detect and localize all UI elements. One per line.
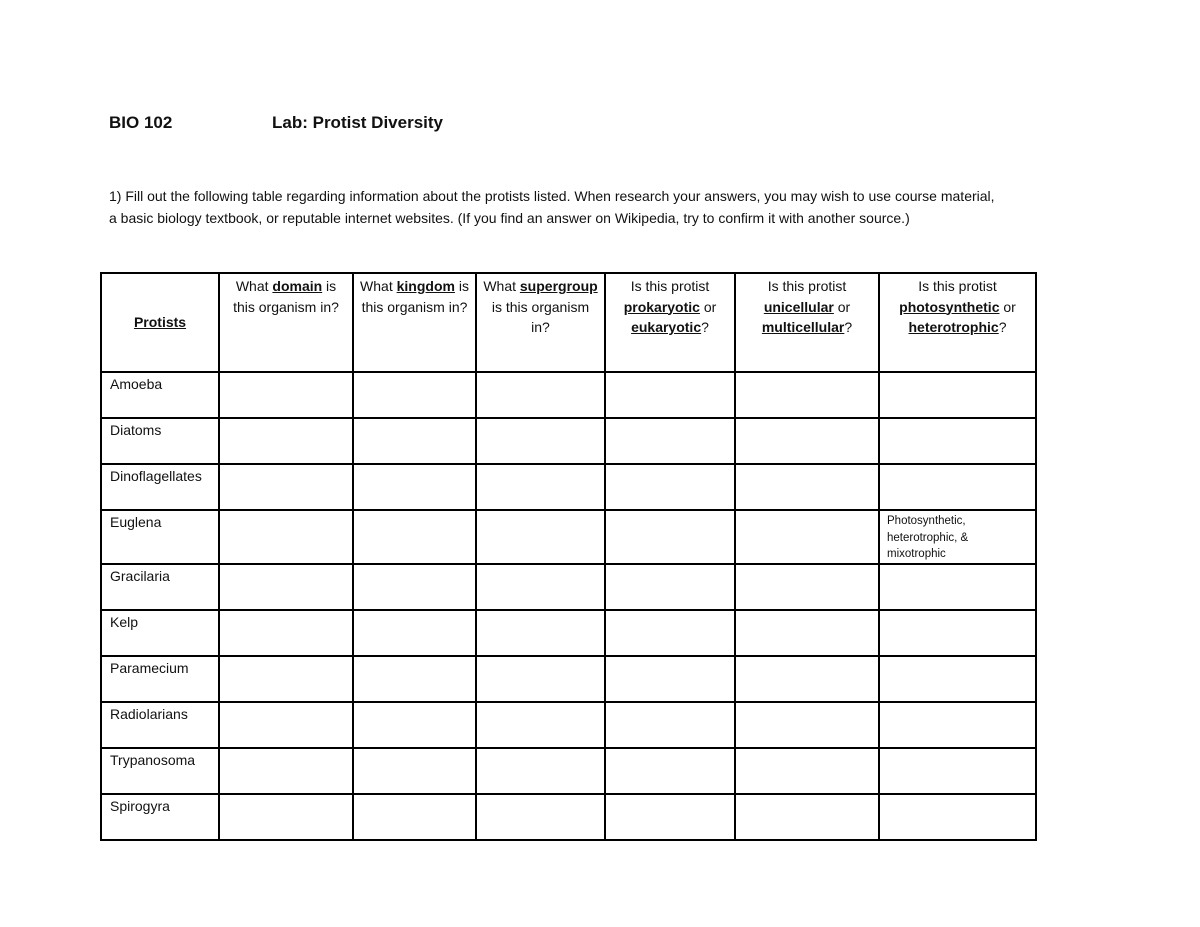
header-keyword: photosynthetic	[899, 298, 1000, 315]
supergroup-cell[interactable]	[476, 702, 605, 748]
nutrition-cell[interactable]	[879, 610, 1036, 656]
cell-type-cell[interactable]	[605, 794, 735, 840]
cellularity-cell[interactable]	[735, 702, 879, 748]
kingdom-cell[interactable]	[353, 748, 476, 794]
nutrition-cell[interactable]	[879, 702, 1036, 748]
kingdom-cell[interactable]	[353, 564, 476, 610]
header-keyword: supergroup	[519, 278, 598, 294]
cell-type-cell[interactable]	[605, 702, 735, 748]
kingdom-cell[interactable]	[353, 702, 476, 748]
protist-name: Diatoms	[101, 418, 219, 464]
nutrition-note-line: Photosynthetic,	[887, 515, 966, 527]
header-text: What	[360, 278, 397, 294]
table-row	[101, 372, 1036, 418]
supergroup-cell[interactable]	[476, 510, 605, 564]
header-text: or	[999, 298, 1016, 315]
nutrition-cell[interactable]	[879, 418, 1036, 464]
header-text: What	[483, 278, 520, 294]
domain-cell[interactable]	[219, 610, 353, 656]
header-keyword: kingdom	[396, 278, 455, 294]
table-row	[101, 418, 1036, 464]
table-row	[101, 702, 1036, 748]
header-supergroup	[476, 273, 605, 372]
cellularity-cell[interactable]	[735, 372, 879, 418]
cell-type-cell[interactable]	[605, 564, 735, 610]
header-keyword: heterotrophic	[908, 319, 999, 335]
header-keyword: unicellular	[763, 298, 834, 315]
protist-name: Kelp	[101, 610, 219, 656]
cellularity-cell[interactable]	[735, 418, 879, 464]
table-header-row	[101, 273, 1036, 372]
domain-cell[interactable]	[219, 510, 353, 564]
header-protists-label: Protists	[133, 314, 187, 331]
nutrition-cell[interactable]	[879, 372, 1036, 418]
header-domain	[219, 273, 353, 372]
protist-name: Gracilaria	[101, 564, 219, 610]
kingdom-cell[interactable]	[353, 464, 476, 510]
domain-cell[interactable]	[219, 794, 353, 840]
cell-type-cell[interactable]	[605, 464, 735, 510]
header-text: Is this protist	[630, 278, 710, 294]
protist-name: Euglena	[101, 510, 219, 564]
header-keyword: eukaryotic	[631, 319, 702, 335]
supergroup-cell[interactable]	[476, 794, 605, 840]
supergroup-cell[interactable]	[476, 464, 605, 510]
domain-cell[interactable]	[219, 564, 353, 610]
cellularity-cell[interactable]	[735, 510, 879, 564]
header-text: or	[699, 298, 717, 315]
cellularity-cell[interactable]	[735, 656, 879, 702]
instructions-line-2: a basic biology textbook, or reputable internet websites. (If you find an answer on Wikipedia, try to confirm it with another source.)	[109, 210, 910, 226]
nutrition-cell[interactable]	[879, 794, 1036, 840]
header-text: Is this protist	[767, 278, 847, 294]
cell-type-cell[interactable]	[605, 656, 735, 702]
header-text: ?	[701, 319, 709, 335]
domain-cell[interactable]	[219, 656, 353, 702]
cellularity-cell[interactable]	[735, 794, 879, 840]
protist-name: Trypanosoma	[101, 748, 219, 794]
kingdom-cell[interactable]	[353, 610, 476, 656]
cellularity-cell[interactable]	[735, 564, 879, 610]
domain-cell[interactable]	[219, 418, 353, 464]
domain-cell[interactable]	[219, 702, 353, 748]
cell-type-cell[interactable]	[605, 372, 735, 418]
cell-type-cell[interactable]	[605, 748, 735, 794]
nutrition-cell[interactable]	[879, 464, 1036, 510]
protist-name: Amoeba	[101, 372, 219, 418]
header-text: ?	[844, 319, 853, 335]
header-protists	[101, 273, 219, 372]
header-text: Is this protist	[918, 278, 997, 294]
supergroup-cell[interactable]	[476, 610, 605, 656]
nutrition-cell[interactable]	[879, 510, 1036, 564]
cell-type-cell[interactable]	[605, 610, 735, 656]
table-row	[101, 464, 1036, 510]
domain-cell[interactable]	[219, 372, 353, 418]
table-row	[101, 564, 1036, 610]
header-cell-type	[605, 273, 735, 372]
kingdom-cell[interactable]	[353, 794, 476, 840]
nutrition-note-line: heterotrophic, &	[887, 531, 969, 544]
header-nutrition	[879, 273, 1036, 372]
protist-name: Spirogyra	[101, 794, 219, 840]
table-row	[101, 656, 1036, 702]
protist-name: Dinoflagellates	[101, 464, 219, 510]
cell-type-cell[interactable]	[605, 418, 735, 464]
table-row	[101, 748, 1036, 794]
header-keyword: prokaryotic	[623, 298, 700, 315]
domain-cell[interactable]	[219, 464, 353, 510]
supergroup-cell[interactable]	[476, 418, 605, 464]
nutrition-cell[interactable]	[879, 656, 1036, 702]
cellularity-cell[interactable]	[735, 610, 879, 656]
instructions	[109, 185, 1099, 229]
protist-name: Radiolarians	[101, 702, 219, 748]
course-code: BIO 102	[109, 113, 173, 132]
lab-title: Lab: Protist Diversity	[272, 113, 443, 132]
nutrition-note-line: mixotrophic	[887, 548, 946, 560]
supergroup-cell[interactable]	[476, 748, 605, 794]
kingdom-cell[interactable]	[353, 656, 476, 702]
nutrition-cell[interactable]	[879, 748, 1036, 794]
header-text: is this organism in?	[233, 278, 339, 315]
header-text: or	[833, 298, 851, 315]
supergroup-cell[interactable]	[476, 656, 605, 702]
header-keyword: domain	[272, 278, 323, 294]
header-cellularity	[735, 273, 879, 372]
cell-type-cell[interactable]	[605, 510, 735, 564]
header-text: What	[235, 278, 273, 294]
cellularity-cell[interactable]	[735, 464, 879, 510]
kingdom-cell[interactable]	[353, 418, 476, 464]
table-row	[101, 510, 1036, 564]
cellularity-cell[interactable]	[735, 748, 879, 794]
supergroup-cell[interactable]	[476, 372, 605, 418]
supergroup-cell[interactable]	[476, 564, 605, 610]
protist-table	[100, 272, 1037, 841]
nutrition-cell[interactable]	[879, 564, 1036, 610]
kingdom-cell[interactable]	[353, 510, 476, 564]
header-text: ?	[998, 319, 1007, 335]
protist-name: Paramecium	[101, 656, 219, 702]
table-row	[101, 794, 1036, 840]
header-keyword: multicellular	[761, 319, 845, 335]
domain-cell[interactable]	[219, 748, 353, 794]
instructions-line-1: 1) Fill out the following table regarding information about the protists listed. When research your answers, you may wish to use course material,	[109, 188, 995, 204]
header-text: is this organism in?	[491, 298, 590, 335]
kingdom-cell[interactable]	[353, 372, 476, 418]
table-row	[101, 610, 1036, 656]
header-kingdom	[353, 273, 476, 372]
header-text: is this organism in?	[361, 278, 469, 315]
